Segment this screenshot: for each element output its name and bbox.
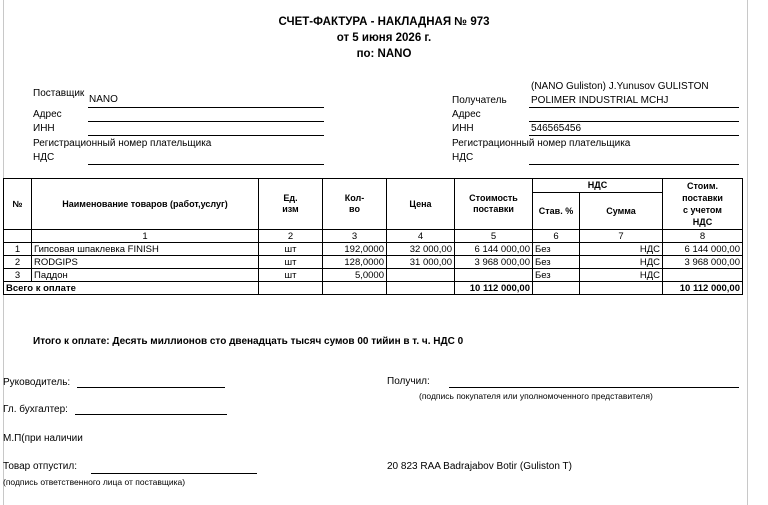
recipient-inn-underline <box>529 135 739 136</box>
column-number: 3 <box>323 230 387 243</box>
row-cost: 3 968 000,00 <box>455 256 533 269</box>
recipient-underline <box>529 107 739 108</box>
recipient-reg-label: Регистрационный номер плательщика <box>452 138 631 149</box>
row-cost: 6 144 000,00 <box>455 243 533 256</box>
column-number: 1 <box>32 230 259 243</box>
total-label: Всего к оплате <box>4 282 259 295</box>
row-qty: 128,0000 <box>323 256 387 269</box>
received-signature-line <box>449 387 739 388</box>
recipient-top-line: (NANO Guliston) J.Yunusov GULISTON <box>531 81 709 92</box>
row-unit: шт <box>259 269 323 282</box>
table-row <box>4 243 743 256</box>
recipient-address-underline <box>529 121 739 122</box>
supplier-reg-label: Регистрационный номер плательщика <box>33 138 212 149</box>
row-vat-sum: НДС <box>580 243 663 256</box>
supplier-inn-label: ИНН <box>33 123 55 134</box>
header-cost: Стоимость поставки <box>455 179 533 230</box>
document-date: от 5 июня 2026 г. <box>336 32 432 44</box>
row-vat-rate: Без <box>533 243 580 256</box>
row-vat-rate: Без <box>533 269 580 282</box>
agent-line: 20 823 RAA Badrajabov Botir (Guliston T) <box>387 461 572 472</box>
amount-in-words: Итого к оплате: Десять миллионов сто двенадцать тысяч сумов 00 тийин в т. ч. НДС 0 <box>33 336 464 347</box>
row-unit: шт <box>259 256 323 269</box>
supplier-label: Поставщик <box>33 88 85 99</box>
supplier-inn-underline <box>88 135 324 136</box>
header-qty: Кол- во <box>323 179 387 230</box>
header-total: Стоим. поставки с учетом НДС <box>663 179 743 230</box>
row-qty: 5,0000 <box>323 269 387 282</box>
table-total-row <box>4 282 743 295</box>
accountant-signature-line <box>75 414 227 415</box>
row-number: 3 <box>4 269 32 282</box>
header-unit: Ед. изм <box>259 179 323 230</box>
column-number: 6 <box>533 230 580 243</box>
header-num: № <box>4 179 32 230</box>
released-signature-line <box>91 473 257 474</box>
column-number: 7 <box>580 230 663 243</box>
recipient-vat-label: НДС <box>452 152 474 163</box>
invoice-table <box>3 178 743 295</box>
total-empty-cell <box>323 282 387 295</box>
recipient-inn-value: 546565456 <box>531 123 582 134</box>
recipient-address-label: Адрес <box>452 109 481 120</box>
recipient-inn-label: ИНН <box>452 123 474 134</box>
supplier-underline <box>88 107 324 108</box>
document-basis: по: NANO <box>356 48 412 60</box>
total-empty-cell <box>259 282 323 295</box>
total-with-vat: 10 112 000,00 <box>663 282 743 295</box>
column-number: 4 <box>387 230 455 243</box>
supplier-address-label: Адрес <box>33 109 62 120</box>
row-total: 3 968 000,00 <box>663 256 743 269</box>
row-item-name: Гипсовая шпаклевка FINISH <box>32 243 259 256</box>
total-empty-cell <box>387 282 455 295</box>
header-price: Цена <box>387 179 455 230</box>
director-signature-line <box>77 387 225 388</box>
row-price: 31 000,00 <box>387 256 455 269</box>
column-number <box>4 230 32 243</box>
row-item-name: Паддон <box>32 269 259 282</box>
recipient-value: POLIMER INDUSTRIAL MCHJ <box>531 95 669 106</box>
recipient-label: Получатель <box>452 95 507 106</box>
received-label: Получил: <box>387 376 430 387</box>
row-total: 6 144 000,00 <box>663 243 743 256</box>
row-number: 1 <box>4 243 32 256</box>
supplier-vat-label: НДС <box>33 152 55 163</box>
column-number: 8 <box>663 230 743 243</box>
total-empty-cell <box>580 282 663 295</box>
received-note: (подпись покупателя или уполномоченного представителя) <box>419 391 653 401</box>
supplier-value: NANO <box>89 94 118 105</box>
row-unit: шт <box>259 243 323 256</box>
accountant-label: Гл. бухгалтер: <box>3 404 68 415</box>
total-cost: 10 112 000,00 <box>455 282 533 295</box>
table-row <box>4 256 743 269</box>
released-note: (подпись ответственного лица от поставщика) <box>3 477 186 487</box>
supplier-vat-underline <box>88 164 324 165</box>
total-empty-cell <box>533 282 580 295</box>
header-name: Наименование товаров (работ,услуг) <box>32 179 259 230</box>
page-edge-right <box>747 0 748 505</box>
row-total <box>663 269 743 282</box>
stamp-label: М.П(при наличии <box>3 433 83 444</box>
director-label: Руководитель: <box>3 377 71 388</box>
row-qty: 192,0000 <box>323 243 387 256</box>
header-vat: НДС <box>533 179 663 193</box>
row-vat-sum: НДС <box>580 256 663 269</box>
row-item-name: RODGIPS <box>32 256 259 269</box>
column-number: 2 <box>259 230 323 243</box>
column-number-row <box>4 230 743 243</box>
row-price <box>387 269 455 282</box>
table-header-row <box>4 179 743 193</box>
column-number: 5 <box>455 230 533 243</box>
released-label: Товар отпустил: <box>3 461 77 472</box>
row-vat-sum: НДС <box>580 269 663 282</box>
row-cost <box>455 269 533 282</box>
table-row <box>4 269 743 282</box>
recipient-vat-underline <box>529 164 739 165</box>
document-title: СЧЕТ-ФАКТУРА - НАКЛАДНАЯ № 973 <box>278 16 490 28</box>
header-vat-sum: Сумма <box>580 193 663 230</box>
row-number: 2 <box>4 256 32 269</box>
row-vat-rate: Без <box>533 256 580 269</box>
row-price: 32 000,00 <box>387 243 455 256</box>
header-vat-rate: Став. % <box>533 193 580 230</box>
supplier-address-underline <box>88 121 324 122</box>
